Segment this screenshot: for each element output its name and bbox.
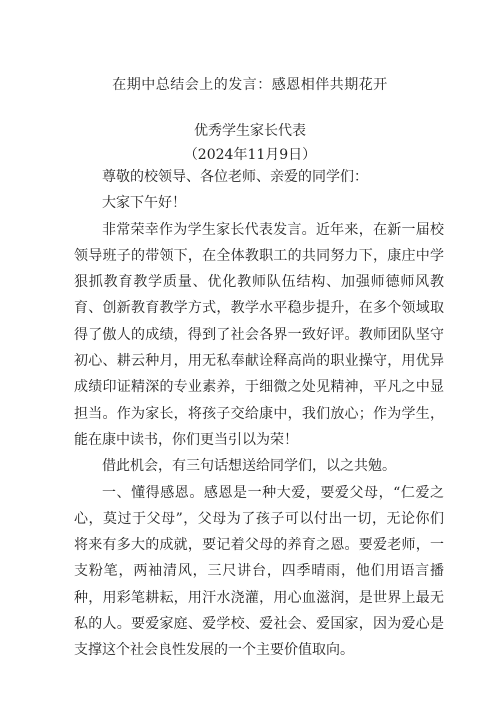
salutation-paragraph: 尊敬的校领导、各位老师、亲爱的同学们： xyxy=(102,169,368,185)
body-paragraph: 借此机会，有三句话想送给同学们，以之共勉。 xyxy=(102,458,396,475)
body-paragraph: 一、懂得感恩。感恩是一种大爱，要爱父母，“仁爱之心，莫过于父母”，父母为了孩子可以付出一切，无论你们将来有多大的成就，要记着父母的养育之恩。要爱老师，一支粉笔，两袖清风，三尺讲台，四季晴雨，他们用语言播种，用彩笔耕耘，用汗水浇灌，用心血滋润，是世界上最无私的人。要爱家庭、爱学校、爱社会、爱国家，因为爱心是支撑这个社会良性发展的一个主要价值取向。 xyxy=(74,484,444,659)
document-body xyxy=(74,164,444,664)
greeting-paragraph: 大家下午好！ xyxy=(102,195,186,212)
body-paragraph: 非常荣幸作为学生家长代表发言。近年来，在新一届校领导班子的带领下，在全体教职工的共同努力下，康庄中学狠抓教育教学质量、优化教师队伍结构、加强师德师风教育、创新教育教学方式，教学水平稳步提升，在多个领域取得了傲人的成绩，得到了社会各界一致好评。教师团队坚守初心、耕云种月，用无私奉献诠释高尚的职业操守，用优异成绩印证精深的专业素养，于细微之处见精神，平凡之中显担当。作为家长，将孩子交给康中，我们放心；作为学生，能在康中读书，你们更当引以为荣！ xyxy=(74,221,444,448)
date-line: （2024年11月9日） xyxy=(183,147,317,163)
author-line: 优秀学生家长代表 xyxy=(194,123,306,139)
document-title: 在期中总结会上的发言：感恩相伴共期花开 xyxy=(112,77,388,93)
